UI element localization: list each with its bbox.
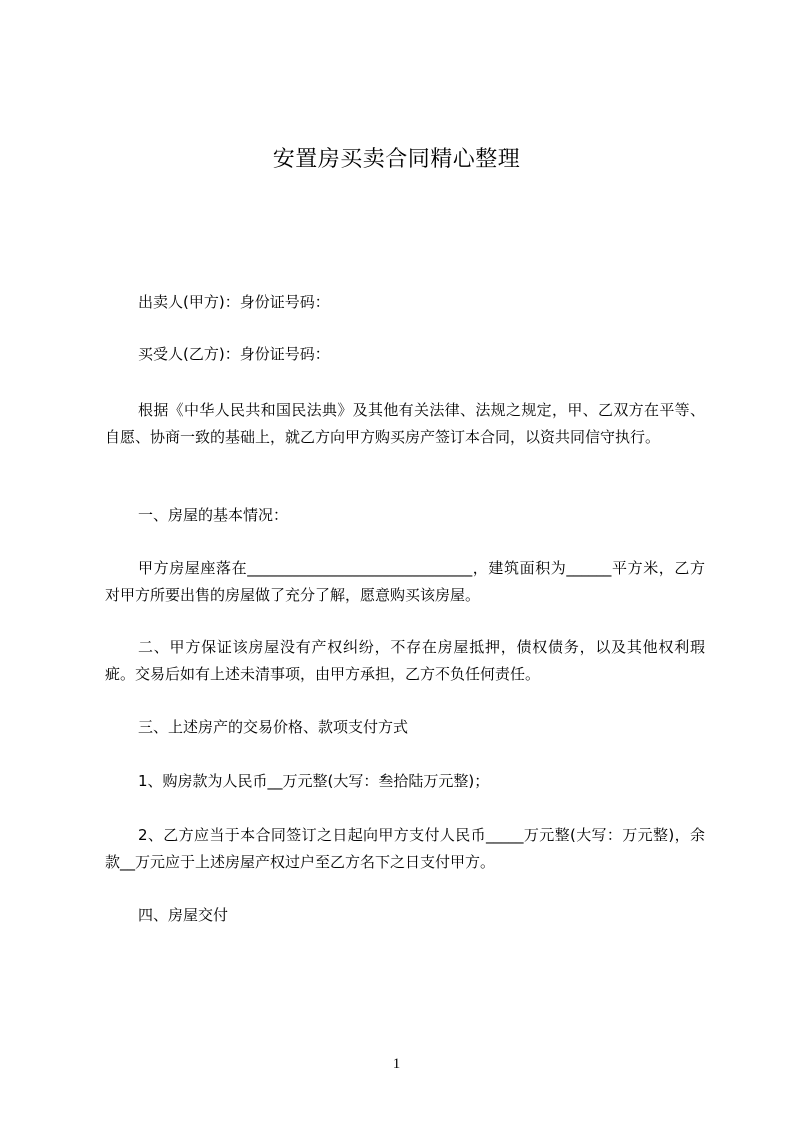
section-2-paragraph: 二、甲方保证该房屋没有产权纠纷，不存在房屋抵押，债权债务，以及其他权利瑕疵。交易后如有上述未清事项，由甲方承担，乙方不负任何责任。: [105, 638, 705, 683]
page-number: 1: [392, 1056, 401, 1072]
seller-line: 出卖人(甲方)：身份证号码：: [138, 293, 330, 311]
section-1-heading: 一、房屋的基本情况：: [138, 506, 289, 524]
document-title: 安置房买卖合同精心整理: [272, 147, 521, 172]
preamble-paragraph: 根据《中华人民共和国民法典》及其他有关法律、法规之规定，甲、乙双方在平等、自愿、协商一致的基础上，就乙方向甲方购买房产签订本合同，以资共同信守执行。: [105, 401, 705, 446]
section-1-body: 甲方房屋座落在______________________________，建筑面积为______平方米，乙方对甲方所要出售的房屋做了充分了解，愿意购买该房屋。: [105, 559, 705, 604]
section-4-heading: 四、房屋交付: [138, 906, 229, 924]
section-3-heading: 三、上述房产的交易价格、款项支付方式: [138, 718, 409, 736]
section-3-item-1: 1、购房款为人民币__万元整(大写：叁拾陆万元整)；: [138, 772, 490, 790]
buyer-line: 买受人(乙方)：身份证号码：: [138, 345, 330, 363]
section-3-item-2: 2、乙方应当于本合同签订之日起向甲方支付人民币_____万元整(大写：万元整)，余款__万元应于上述房屋产权过户至乙方名下之日支付甲方。: [105, 826, 705, 871]
